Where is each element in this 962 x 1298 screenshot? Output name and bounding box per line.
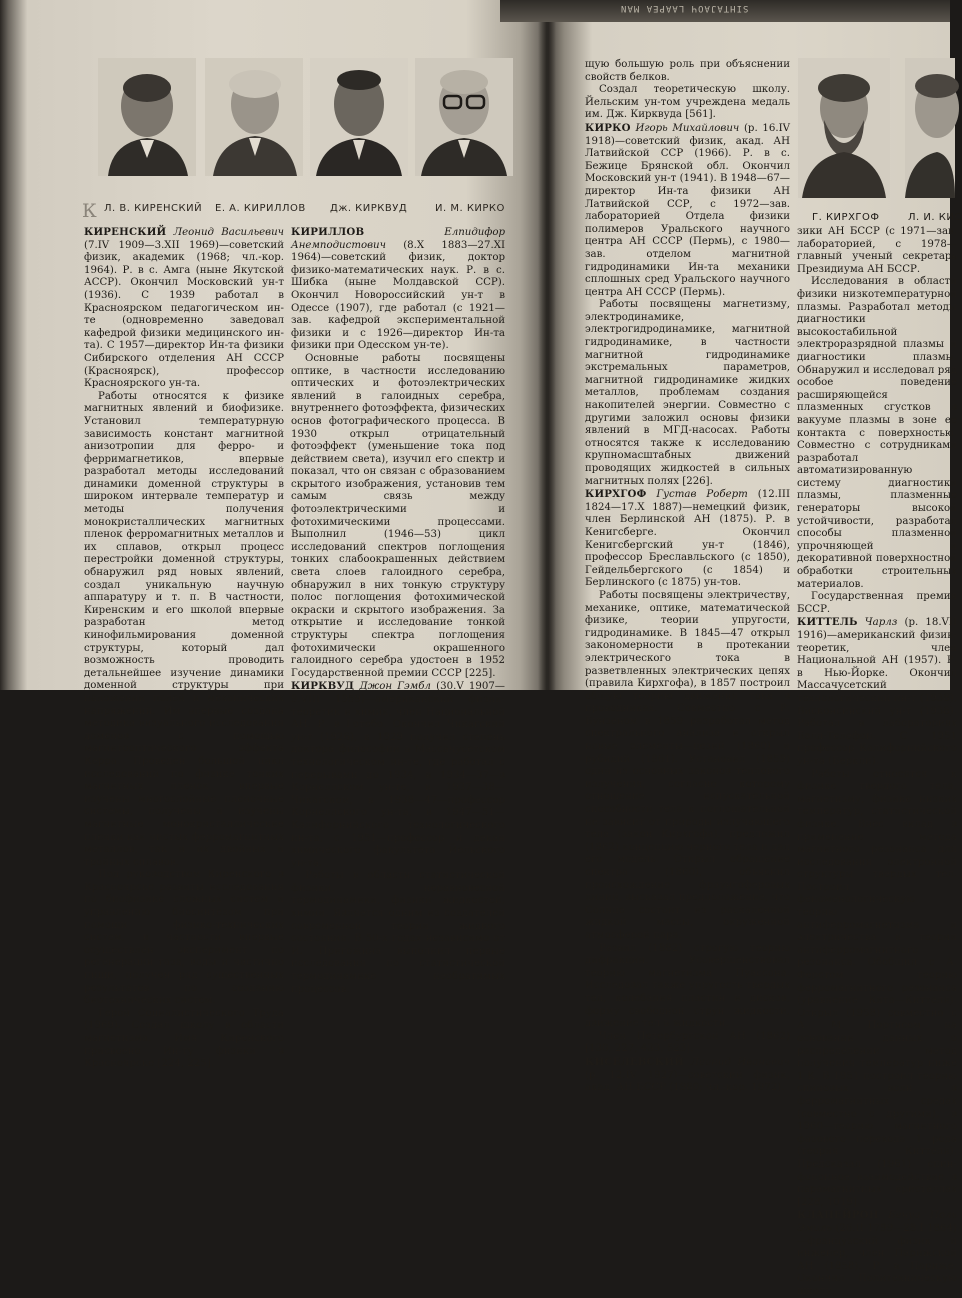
page-edge-strip [500, 0, 950, 22]
entry-text: (р. 16.IV 1918)—советский физик, акад. АН Латвийской ССР (1966). Р. в с. Бежице Брянской обл. Окончил Московский ун-т (1941). В 1948—67—директор Ин-та физики АН Латвийской ССР, с 1972—зав. лабораторией Отдела физики полимеров Уральского научного центра АН СССР (Пермь), с 1980—зав. отделом магнитной гидродинамики Ин-та механики сплошных сред Уральского научного центра АН СССР (Пермь). [585, 122, 790, 298]
entry-given-name: Игорь Михайлович [635, 122, 740, 134]
portrait-kirensky-image [98, 58, 196, 176]
right-column-1 [585, 59, 790, 1095]
entry-text: (8.Х 1883—27.XI 1964)—советский физик, доктор физико-математических наук. Р. в с. Шибка (ныне Молдавской ССР). Окончил Новороссийский ун-т в Одессе (1907), где работал (с 1921—зав. кафедрой экспериментальной физики и с 1926—директор Ин-та физики при Одесском ун-те). [291, 239, 505, 352]
entry-kirchhoff [585, 488, 790, 590]
paragraph: Создал теоретическую школу. Йельским ун-том учреждена медаль им. Дж. Кирквуда [561]. [585, 84, 790, 121]
entry-text: (7.IV 1909—3.XII 1969)—советский физик, академик (1968; чл.-кор. 1964). Р. в с. Амга (ныне Якутской АССР). Окончил Московский ун-т (1936). С 1939 работал в Красноярском педагогическом ин-те (одновременно заведовал кафедрой физики медицинского ин-та). С 1957—директор Ин-та физики Сибирского отделения АН СССР (Красноярск), профессор Красноярского ун-та. [84, 239, 284, 390]
portrait-caption: Л. В. КИРЕНСКИЙ [104, 203, 203, 214]
entry-headword: КЛАПЕЙРОН [797, 1209, 879, 1222]
entry-text: (26.II 1799—28.I 1864)—французский физик и инженер, член Парижской АН (1858). Р. в Париже. Окончил Политехническую школу. [797, 1222, 957, 1297]
entry-kirkwood [291, 680, 505, 870]
paragraph: Работы относятся к физике магнитных явлений и биофизике. Установил температурную зависимость констант магнитной анизотропии для ферро- и ферримагнетиков, впервые разработал методы исследований динамики доменной структуры в широком интервале температур и методы получения монокристаллических магнитных пленок ферромагнитных металлов и их сплавов, открыл процесс перестройки доменной структуры, обнаружил ряд новых явлений, создал уникальную научную аппаратуру и т. п. В частности, Киренским и его школой впервые разработан метод кинофильмирования доменной структуры, который дал возможность проводить детальнейшее изучение динамики доменной структуры при наложении полей и механических напряжений. Им впервые создана методика визуального исследования доменов с помощью магнитооптического эффекта Керра. Проведен большой цикл исследований по физике тонких магнитных пленок, впервые изучены многослойные пленочные системы, получены и изучены магнитные монокристаллические пленки как чистых ферромагнитных металлов, так и их двойных и тройных сплавов. [84, 390, 284, 868]
entry-kiselevsky [585, 1056, 790, 1095]
paragraph: Герой Социалистического Труда (1969). Создал школу в области магнетизма. Имя Киренского присвоено Ин-ту физики в Красноярске [224, 225]. [84, 1007, 284, 1070]
paragraph: Под руководством Киренского в Красноярске развиты исследования по биофизике сложных систем и управлению биосинтезом при помощи физико-технических систем, в частности впервые осуществлен эксперимент по регенерации газа, воды и частично пищи, получен ряд существенных результатов по созданию биотехнических систем. [84, 869, 284, 1007]
entry-given-name: Бенуа Поль Эмиль [797, 1210, 957, 1234]
paragraph: Работы посвящены магнетизму, электродинамике, электрогидродинамике, магнитной гидродинамике, в частности магнитной гидродинамике экстремальных параметров, магнитной гидродинамике жидких металлов, проблемам создания накопителей энергии. Совместно с другими заложил основы физики явлений в МГД-насосах. Работы относятся также к исследованию крупномасштабных движений проводящих жидкостей в сильных магнитных полях [226]. [585, 299, 790, 487]
left-column-2 [291, 226, 505, 996]
entry-headword: КИРЕНСКИЙ [84, 226, 167, 238]
portrait-photo-kirensky [98, 58, 196, 176]
portrait-caption: Л. И. КИС [908, 212, 962, 223]
entry-given-name: Чарлз [864, 617, 898, 629]
entry-kirensky [84, 226, 284, 391]
entry-text: (р. 12.IV 1927)—советский физик, акад. АН БССР (1980; чл.-кор. 1972). [585, 1069, 790, 1094]
edge-strip-text: SIHTAJAOЧ LAAPEA MAN [620, 3, 749, 13]
paragraph: зики АН БССР (с 1971—зав. лабораторией, с 1978—главный ученый секретарь Президиума АН БССР. [797, 226, 957, 275]
entry-kirillov [291, 226, 505, 353]
portrait-photo-kirko [415, 58, 513, 176]
entry-headword: КИРИЛЛОВ [291, 226, 365, 238]
entry-headword: КИТТЕЛЬ [797, 616, 858, 629]
paragraph: Работы посвящены электричеству, механике, оптике, математической физике, теории упругости, гидродинамике. В 1845—47 открыл закономерности в протекании электрического тока в разветвленных электрических цепях (правила Кирхгофа), в 1857 построил общую теорию движения тока в проводниках. Совместно с Р. Бунзеном в 1859 разработал метод спектрального анализа и открыл новые элементы—цезий (1860) и рубидий (1861). Установил (1859) один из основных законов теплового излучения, согласно которому отношение испускательной способности тела к поглощательной не зависит от природы излучающего тела (закон Кирхгофа), предложил (1862) концепцию черного тела и дал его модель. Открыл обращение спектра (1860), объяснил происхождение фраунгоферовых линий, высказал предположение, что Солнце состоит из раскаленной жидкой массы, окруженной атмосферой пара. [585, 589, 790, 941]
entry-given-name: Джон Гэмбл [359, 681, 431, 693]
entry-text: (12.III 1824—17.X 1887)—немецкий физик, член Берлинской АН (1875). Р. в Кенигсберге. Окончил Кенигсбергский ун-т (1846), профессор Бреславльского (с 1850), Гейдельбергского (с 1854) и Берлинского (с 1875) ун-тов. [585, 489, 790, 589]
portrait-kirchhoff-image [798, 58, 890, 198]
portrait-kirillov-image [205, 58, 303, 176]
portrait-caption: Е. А. КИРИЛЛОВ [215, 203, 306, 214]
entry-headword: КИРКО [585, 121, 631, 134]
paragraph: Работы в области статистической физики, неравновесной термодинамики, физики жидкостей, химии. Является одним из создателей современной теории жидкого состояния. В 50-х годах независимо от И. Пригожина выполнил первые исследования по статистической термодинамике необратимых процессов. [291, 870, 505, 995]
portrait-caption: Дж. КИРКВУД [330, 203, 408, 214]
portrait-photo-kirkwood [310, 58, 408, 176]
portrait-kirkwood-image [310, 58, 408, 176]
entry-given-name: Елпидифор Анемподистович [291, 227, 505, 251]
portrait-kirko-image [415, 58, 513, 176]
paragraph: щую большую роль при объяснении свойств белков. [585, 59, 790, 83]
entry-headword: КИРКВУД [291, 680, 355, 693]
entry-headword: КИРХГОФ [585, 488, 647, 501]
portrait-caption: Г. КИРХГОФ [812, 212, 880, 223]
entry-text: (30.V 1907—9.VIII 1959)—американский физик-теоретик и химик, член Национальной АН. Р. в Готебо. Окончил Чикагский ун-т (1926), в 1929 получил степень доктора философии в Массачусетском технологическом ин-те, где работал с перерывами до 1934, в 1934—37—в Корнеллском ун-те, в 1937—38—Чикагском, в 1938—47—профессор Корнеллского ун-та, в 1947—51—Калифорнийского технологического ин-та, с 1951—профессор и декан химического факультета Йельского ун-та. [291, 681, 505, 869]
right-column-2 [797, 226, 957, 1298]
entry-clapeyron [797, 1209, 957, 1298]
paragraph: Развил (1882) строгую теорию дифракции. Усовершенствовал теорию магнетизма Пуассона. Исследовал также упругость твердых тел, колебания пластин и дисков, форму свободной струи жидкости, движение тел в жидкости. [585, 942, 790, 1030]
portrait-kis-image [905, 58, 955, 198]
entry-kittel [797, 616, 957, 768]
entry-kirko [585, 122, 790, 299]
portrait-photo-kis [905, 58, 955, 198]
paragraph: Исследования в области физики низкотемпературной плазмы. Разработал методы диагностики высокостабильной электроразрядной плазмы и диагностики плазмы. Обнаружил и исследовал ряд особое поведение расширяющейся плазменных сгустков в вакууме плазмы в зоне ее контакта с поверхностью. Совместно с сотрудниками разработал автоматизированную систему диагностики плазмы, плазменные генераторы высокой устойчивости, разработал способы плазменной упрочняющей и декоративной поверхностной обработки строительных материалов. [797, 276, 957, 590]
paragraph: Работы относятся к физике твердого тела, магнетизму, физике низких температур, статистической физике. Внес вклад в применение метода магнитного резонанса для исследования электронной структуры твердых тел. Построил феноменологическую теорию антиферромагнетизма и электричества в теории антиферромагнитного резонанса. Обобщил с А. Ферстом теорию ферромагнитного резонанса (уравнение Кита—Киттеля). Открыл (1958) совместно с А. М. Портисом на основании данных о распределении метод получения температур ниже 1 К. В 1951 построил теорию спиновых волн в ферромагнитных средах (совместно с другими), в 1960—теорию магнитного фазового перехода 1 рода (теория Киттеля). Предсказал (1961) спин-фононное взаимодействие в парамагнитных кристаллах [228, 1019]. [797, 768, 957, 1208]
portrait-photo-kirchhoff [798, 58, 890, 198]
left-column-1 [84, 226, 284, 1071]
paragraph: Член Петербургской АН (1862) [130, 227, 433, 523]. [585, 1030, 790, 1055]
portrait-photo-kirillov [205, 58, 303, 176]
section-letter-mark: К [82, 200, 97, 222]
book-gutter [538, 0, 556, 690]
entry-given-name: Леонид Васильевич [173, 227, 284, 238]
entry-given-name: Густав Роберт [656, 489, 748, 501]
entry-text: (р. 18.VII 1916)—американский физик-теоретик, член Национальной АН (1957). Р. в Нью-Йорке. Окончил Массачусетский технологический ин-т (1938), Висконсинский ун-т (1938). Работал в лабораториях Бэлл-Телефон. С 1951 профессор Калифорнийского ун-та (Беркли). [797, 617, 957, 767]
entry-given-name: Леонид Иванович [690, 1056, 790, 1068]
entry-headword: КИСЕЛЕВСКИЙ [585, 1055, 684, 1068]
paragraph: Государственная премия БССР. [797, 591, 957, 615]
portrait-caption: И. М. КИРКО [435, 203, 505, 214]
paragraph: Основные работы посвящены оптике, в частности исследованию оптических и фотоэлектрических явлений в галоидных серебра, внутреннего фотоэффекта, физических основ фотографического процесса. В 1930 открыл отрицательный фотоэффект (уменьшение тока под действием света), изучил его спектр и показал, что он связан с образованием скрытого изображения, установив тем самым связь между фотоэлектрическими и фотохимическими процессами. Выполнил (1946—53) цикл исследований спектров поглощения тонких слабоокрашенных действием света слоев галоидного серебра, обнаружил в них тонкую структуру полос поглощения фотохимической окраски и скрытого изображения. За открытие и исследование тонкой структуры спектра поглощения фотохимически окрашенного галоидного серебра удостоен в 1952 Государственной премии СССР [225]. [291, 352, 505, 679]
